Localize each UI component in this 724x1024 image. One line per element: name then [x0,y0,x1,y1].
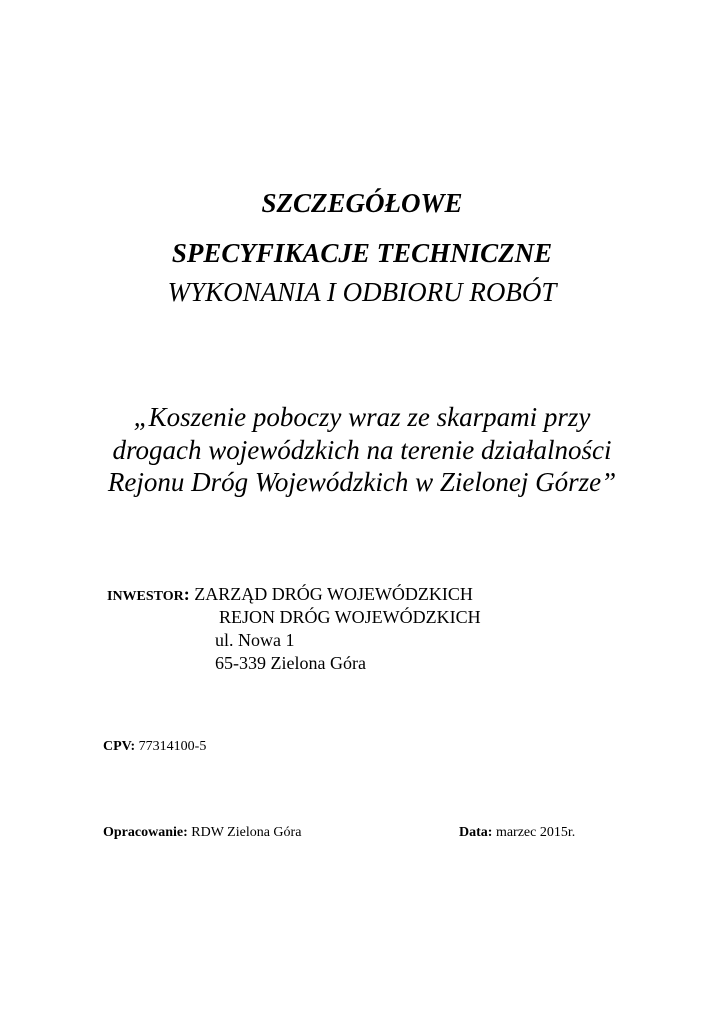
investor-address-street: ul. Nowa 1 [215,630,295,650]
date-value: marzec 2015r. [492,825,576,840]
title-line-1: SZCZEGÓŁOWE [261,188,463,218]
date-label: Data: [459,825,493,840]
investor-line-1 [107,583,473,608]
cpv-row [103,738,206,756]
date-row [459,824,575,842]
investor-label: INWESTOR [107,589,184,604]
prepared-by-value: RDW Zielona Góra [187,825,302,840]
investor-colon: : [183,584,190,604]
cpv-label: CPV: [103,739,136,754]
title-line-3: WYKONANIA I ODBIORU ROBÓT [167,277,557,307]
prepared-by-row [103,824,301,842]
subject-line-3: Rejonu Dróg Wojewódzkich w Zielonej Górze” [107,467,617,497]
prepared-by-label: Opracowanie: [103,825,188,840]
investor-address-city: 65-339 Zielona Góra [215,653,366,673]
investor-line-2: REJON DRÓG WOJEWÓDZKICH [219,607,481,627]
title-line-2: SPECYFIKACJE TECHNICZNE [171,238,553,268]
investor-name: ZARZĄD DRÓG WOJEWÓDZKICH [189,584,473,604]
cpv-value: 77314100-5 [135,739,207,754]
subject-line-1: „Koszenie poboczy wraz ze skarpami przy [133,402,591,432]
subject-line-2: drogach wojewódzkich na terenie działalności [112,435,612,465]
